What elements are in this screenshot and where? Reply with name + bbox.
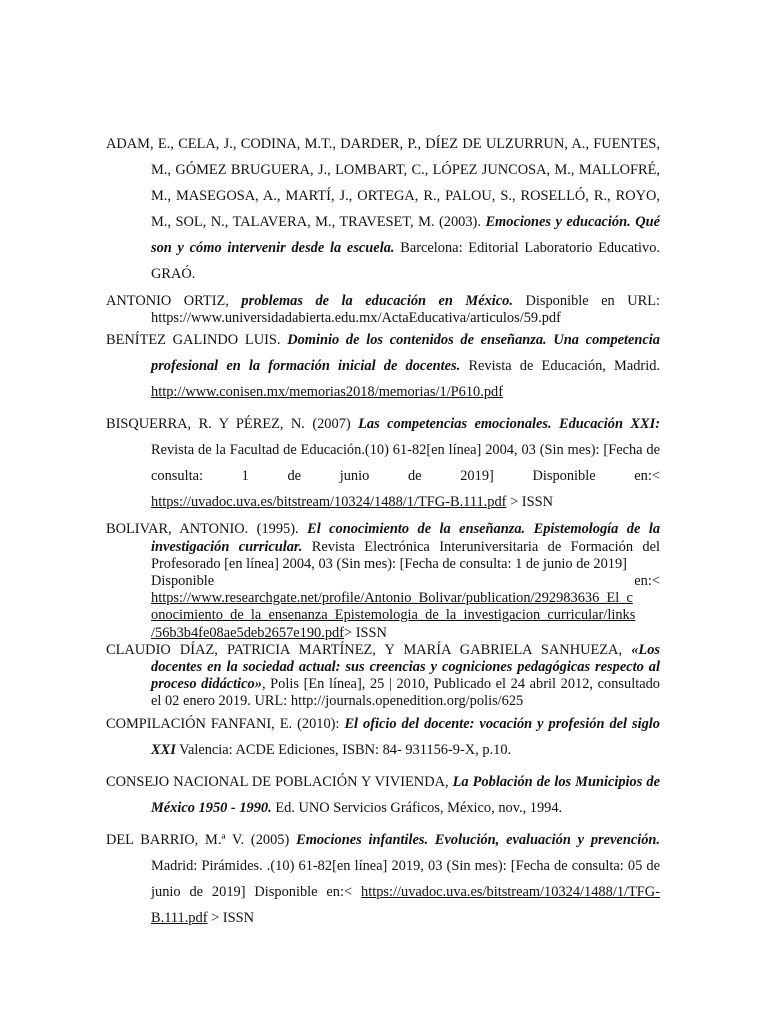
ref-authors: BISQUERRA, R. Y PÉREZ, N. (2007): [106, 416, 359, 433]
ref-details: Disponible en URL: https://www.universidadabierta.edu.mx/ActaEducativa/articulos/59.pdf: [151, 293, 661, 327]
ref-available-line: [151, 573, 660, 590]
ref-title: El conocimiento de la enseñanza. Epistemología de la investigación curricular.: [151, 521, 661, 555]
ref-title: Emociones y educación. Qué son y cómo intervenir desde la escuela.: [151, 214, 660, 256]
ref-details: Barcelona: Editorial Laboratorio Educativo. GRAÓ.: [151, 240, 661, 282]
ref-tail: > ISSN: [207, 909, 255, 926]
ref-details: Revista de Educación, Madrid.: [460, 358, 660, 375]
ref-details: Ed. UNO Servicios Gráficos, México, nov., 1994.: [271, 799, 563, 816]
ref-authors: DEL BARRIO, M.ª V. (2005): [106, 831, 297, 848]
reference-fanfani: [106, 711, 660, 763]
ref-details: , Polis [En línea], 25 | 2010, Publicado el 24 abril 2012, consultado el 02 enero 2019. URL: http://journals.openedition.org/polis/625: [151, 676, 661, 710]
ref-available-label: Disponible: [151, 573, 215, 590]
ref-title: «Los docentes en la sociedad actual: sus creencias y cogniciones pedagógicas respecto al proceso didáctico»: [151, 641, 660, 693]
ref-authors: CLAUDIO DÍAZ, PATRICIA MARTÍNEZ, Y MARÍA GABRIELA SANHUEZA,: [106, 641, 632, 658]
reference-bolivar: [106, 521, 660, 641]
ref-url-link[interactable]: http://www.conisen.mx/memorias2018/memorias/1/P610.pdf: [151, 384, 504, 401]
ref-authors: ANTONIO ORTIZ,: [106, 293, 242, 309]
reference-benitez: [106, 327, 660, 405]
ref-title: Dominio de los contenidos de enseñanza. Una competencia profesional en la formación inicial de docentes.: [151, 332, 661, 375]
reference-ortiz: [106, 293, 660, 327]
ref-details: Revista Electrónica Interuniversitaria de Formación del Profesorado [en línea] 2004, 03 (Sin mes): [Fecha de consulta: 1 de junio de 2019]: [151, 538, 660, 572]
ref-details: Madrid: Pirámides. .(10) 61-82[en línea] 2019, 03 (Sin mes): [Fecha de consulta: 05 de junio de 2019] Disponible en:<: [151, 857, 660, 900]
ref-title: La Población de los Municipios de México 1950 - 1990.: [151, 773, 660, 816]
ref-details: Valencia: ACDE Ediciones, ISBN: 84- 931156-9-X, p.10.: [175, 741, 512, 758]
reference-diaz: [106, 642, 660, 711]
ref-authors: CONSEJO NACIONAL DE POBLACIÓN Y VIVIENDA,: [106, 773, 453, 790]
ref-title: Las competencias emocionales. Educación XXI:: [358, 416, 660, 433]
reference-bisquerra: [106, 411, 660, 515]
ref-tail: > ISSN: [344, 624, 387, 641]
ref-url-link-3[interactable]: /56b3b4fe08ae5deb2657e190.pdf: [151, 624, 345, 641]
ref-url-link[interactable]: https://uvadoc.uva.es/bitstream/10324/1488/1/TFG-B.111.pdf: [151, 883, 660, 926]
reference-adam: [106, 131, 660, 287]
ref-tail: > ISSN: [506, 494, 553, 511]
ref-authors: BENÍTEZ GALINDO LUIS.: [106, 332, 288, 349]
ref-authors: ADAM, E., CELA, J., CODINA, M.T., DARDER, P., DÍEZ DE ULZURRUN, A., FUENTES, M., GÓMEZ BRUGUERA, J., LOMBART, C., LÓPEZ JUNCOSA, M., MALLOFRÉ, M., MASEGOSA, A., MARTÍ, J., ORTEGA, R., PALOU, S., ROSELLÓ, R., ROYO, M., SOL, N., TALAVERA, M., TRAVESET, M. (2003).: [106, 136, 660, 230]
ref-url-link-1[interactable]: https://www.researchgate.net/profile/Antonio_Bolivar/publication/292983636_El_c: [151, 590, 633, 607]
ref-authors: BOLIVAR, ANTONIO. (1995).: [106, 521, 308, 538]
bibliography: [106, 131, 660, 937]
ref-title: problemas de la educación en México.: [241, 293, 513, 309]
ref-title: Emociones infantiles. Evolución, evaluación y prevención.: [296, 831, 661, 848]
ref-available-en: en:<: [634, 573, 660, 590]
ref-url-link-2[interactable]: onocimiento_de_la_ensenanza_Epistemologia_de_la_investigacion_curricular/links: [151, 607, 636, 624]
ref-details: Revista de la Facultad de Educación.(10) 61-82[en línea] 2004, 03 (Sin mes): [Fecha de consulta: 1 de junio de 2019] Disponible en:<: [151, 442, 660, 485]
reference-conapo: [106, 769, 660, 821]
ref-authors: COMPILACIÓN FANFANI, E. (2010):: [106, 715, 345, 732]
reference-delbarrio: [106, 827, 660, 931]
ref-title: El oficio del docente: vocación y profesión del siglo XXI: [151, 715, 661, 758]
ref-url-link[interactable]: https://uvadoc.uva.es/bitstream/10324/1488/1/TFG-B.111.pdf: [151, 494, 507, 511]
ref-url-last-line: [151, 625, 660, 642]
